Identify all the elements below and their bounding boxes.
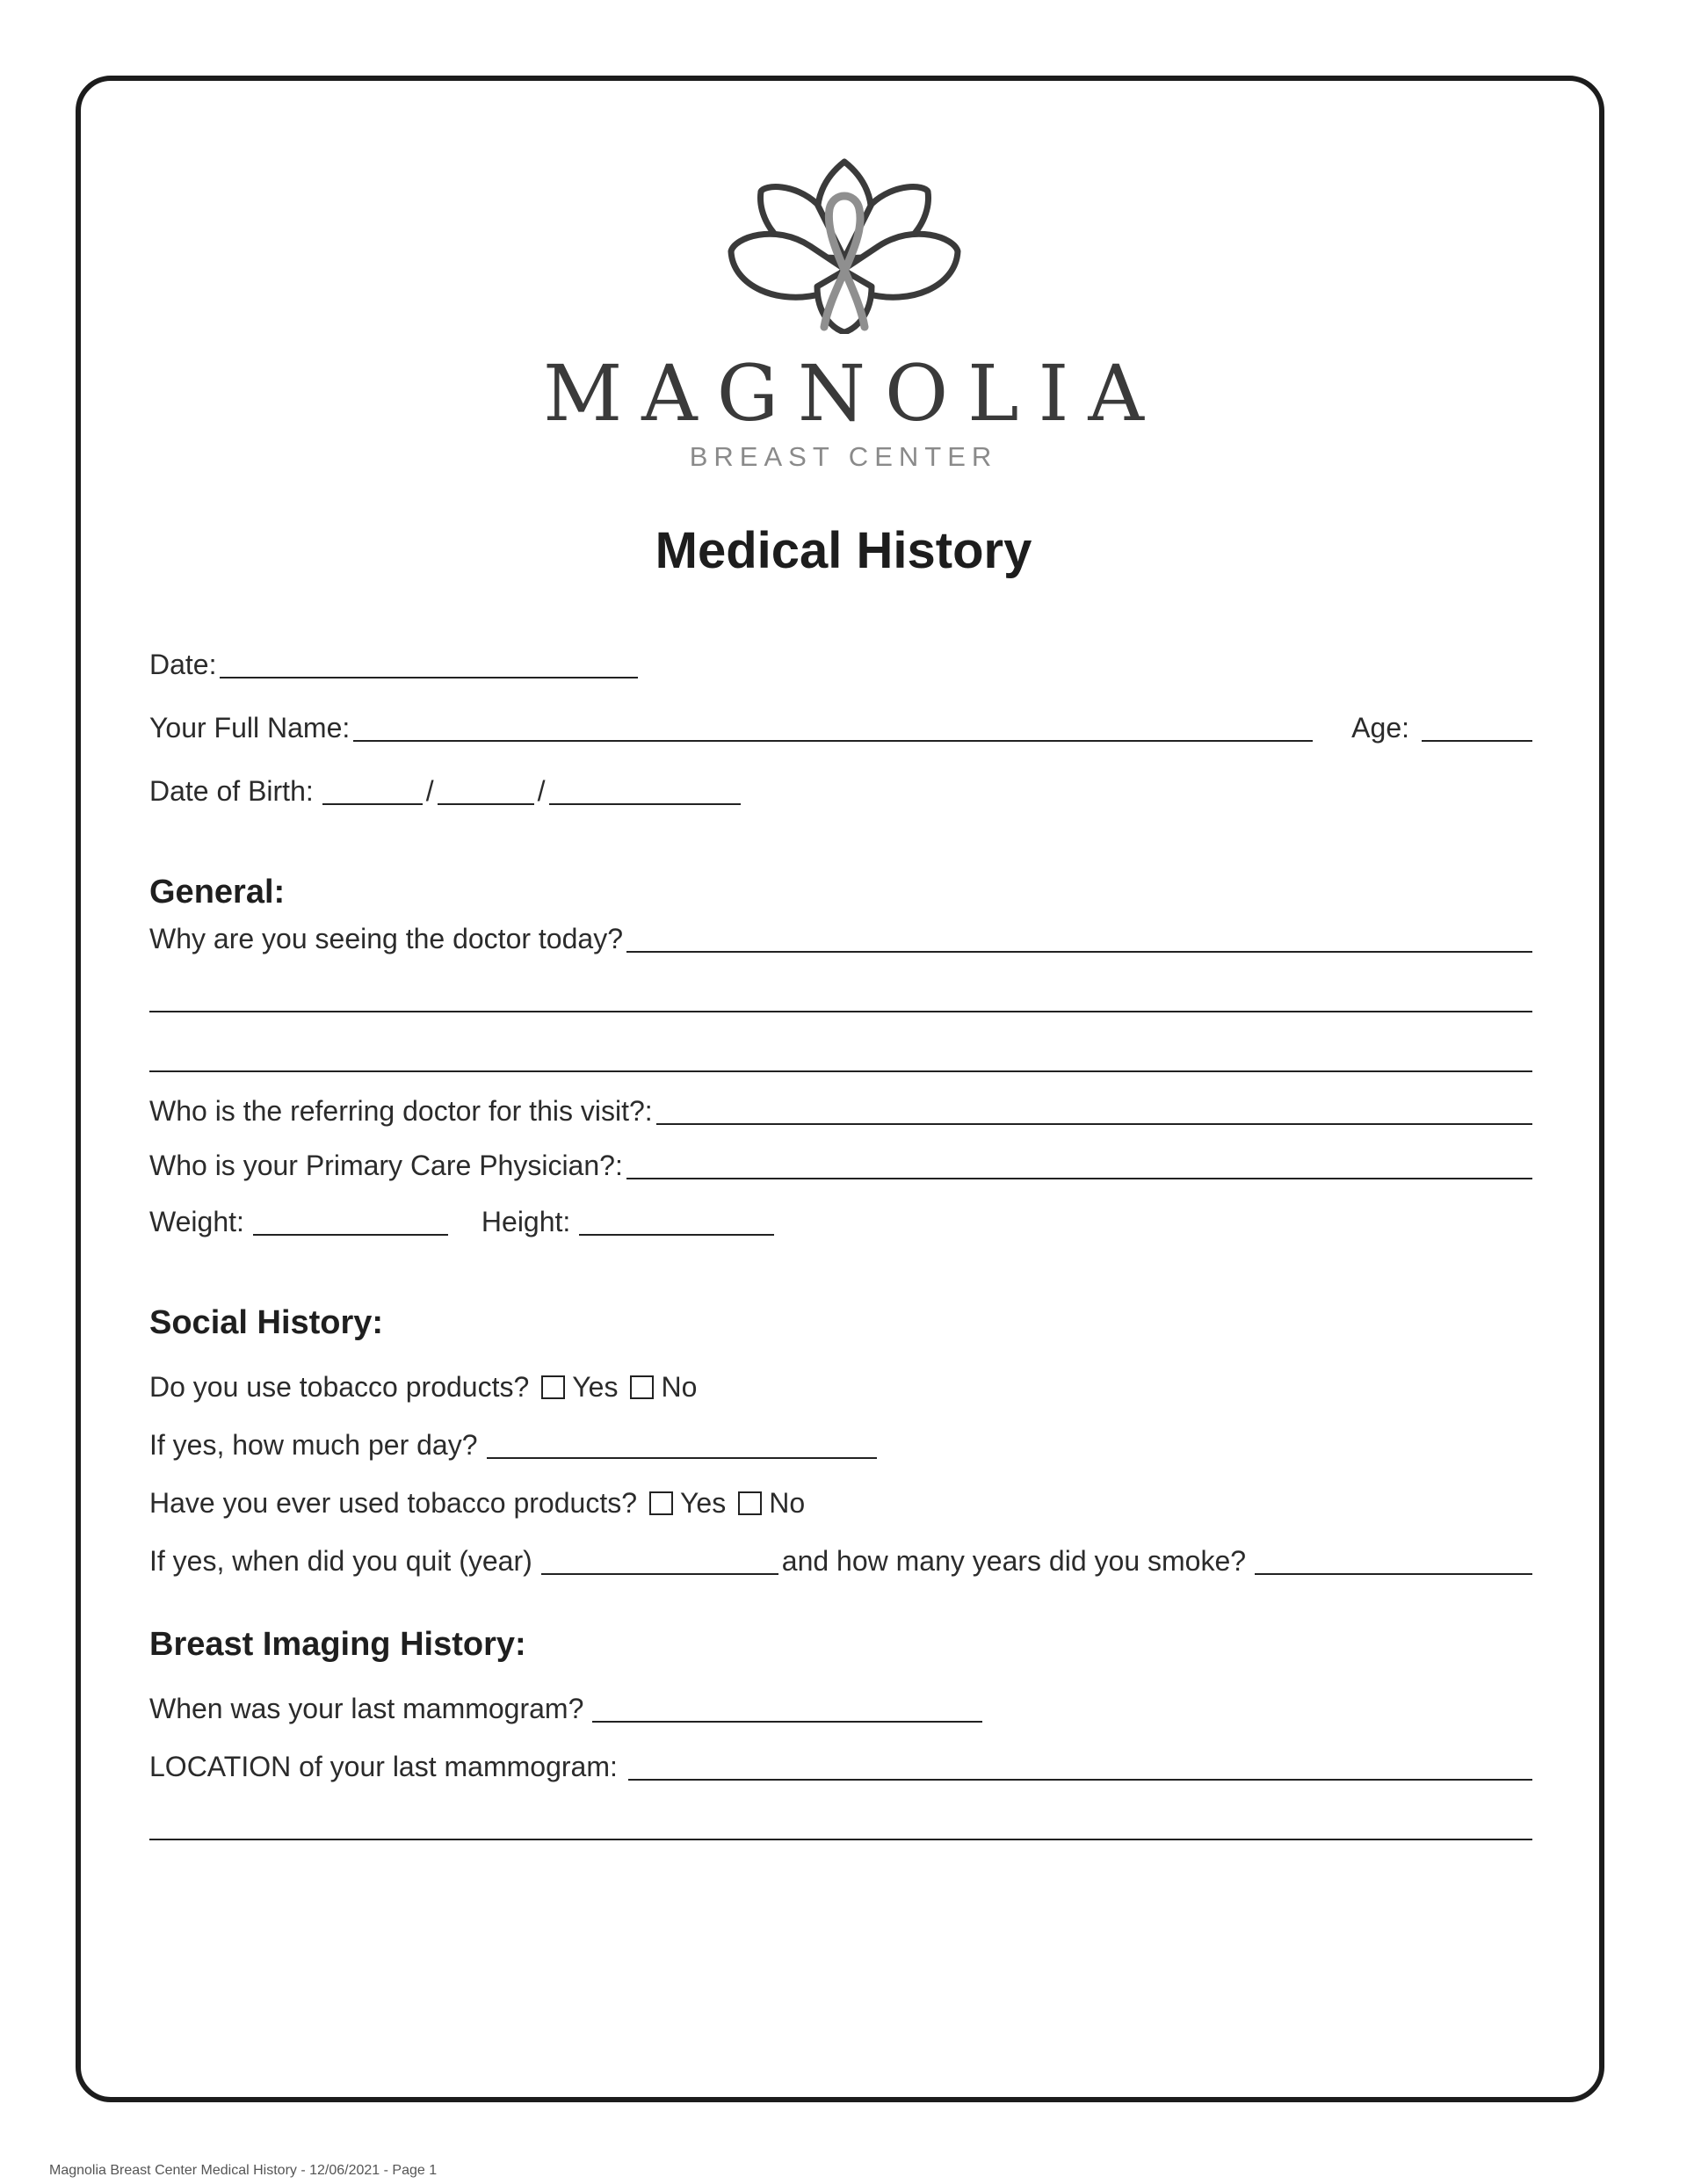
dob-separator: /: [425, 775, 434, 807]
height-field[interactable]: [579, 1208, 774, 1236]
per-day-label: If yes, how much per day?: [149, 1429, 478, 1461]
reason-field[interactable]: [626, 925, 1532, 953]
tobacco-ever-label: Have you ever used tobacco products?: [149, 1487, 637, 1519]
general-heading: General:: [149, 874, 286, 911]
last-mammogram-field[interactable]: [592, 1694, 982, 1723]
pcp-row: [149, 1141, 1532, 1179]
magnolia-ribbon-icon: [726, 155, 963, 334]
pcp-field[interactable]: [626, 1151, 1532, 1179]
dob-separator: /: [537, 775, 546, 807]
years-smoked-field[interactable]: [1255, 1547, 1532, 1575]
quit-year-label: If yes, when did you quit (year): [149, 1545, 532, 1577]
age-field[interactable]: [1422, 714, 1532, 742]
tobacco-ever-no-checkbox[interactable]: [738, 1491, 762, 1515]
reason-label: Why are you seeing the doctor today?: [149, 923, 623, 954]
dob-day-field[interactable]: [438, 777, 534, 805]
dob-label: Date of Birth:: [149, 775, 314, 807]
full-name-field[interactable]: [353, 714, 1313, 742]
brand-name: MAGNOLIA: [543, 348, 1163, 439]
page-title: Medical History: [655, 522, 1032, 579]
tobacco-now-label: Do you use tobacco products?: [149, 1371, 530, 1403]
reason-row: [149, 914, 1532, 953]
reason-row-3: [149, 1034, 1532, 1072]
referring-doctor-field[interactable]: [656, 1097, 1532, 1125]
referring-doctor-label: Who is the referring doctor for this visit?:: [149, 1095, 653, 1127]
location-field-line-2[interactable]: [149, 1812, 1532, 1840]
years-smoked-label: and how many years did you smoke?: [781, 1545, 1247, 1577]
reason-field-line-2[interactable]: [149, 984, 1532, 1012]
weight-label: Weight:: [149, 1206, 244, 1237]
quit-year-field[interactable]: [541, 1547, 778, 1575]
height-label: Height:: [481, 1206, 571, 1237]
date-label: Date:: [149, 649, 217, 680]
reason-row-2: [149, 974, 1532, 1012]
weight-field[interactable]: [253, 1208, 448, 1236]
pcp-label: Who is your Primary Care Physician?:: [149, 1150, 623, 1181]
dob-month-field[interactable]: [322, 777, 423, 805]
last-mammogram-row: [149, 1684, 986, 1723]
age-label: Age:: [1351, 712, 1409, 744]
name-row: [149, 703, 1532, 742]
date-row: [149, 640, 641, 678]
quit-row: [149, 1536, 1532, 1575]
location-label: LOCATION of your last mammogram:: [149, 1751, 618, 1782]
weight-height-row: [149, 1197, 778, 1236]
tobacco-now-no-checkbox[interactable]: [630, 1375, 654, 1399]
location-row: [149, 1742, 1532, 1781]
social-history-heading: Social History:: [149, 1304, 384, 1341]
dob-row: [149, 766, 744, 805]
no-label: No: [661, 1371, 698, 1403]
page-footer: Magnolia Breast Center Medical History - 12/06/2021 - Page 1: [49, 2163, 438, 2178]
location-field[interactable]: [628, 1752, 1532, 1781]
per-day-field[interactable]: [487, 1431, 877, 1459]
tobacco-ever-row: [149, 1478, 805, 1517]
yes-label: Yes: [572, 1371, 619, 1403]
dob-year-field[interactable]: [549, 777, 741, 805]
no-label: No: [769, 1487, 806, 1519]
brand-tagline: BREAST CENTER: [689, 441, 998, 472]
tobacco-now-yes-checkbox[interactable]: [541, 1375, 565, 1399]
last-mammogram-label: When was your last mammogram?: [149, 1693, 584, 1724]
reason-field-line-3[interactable]: [149, 1044, 1532, 1072]
tobacco-ever-yes-checkbox[interactable]: [649, 1491, 673, 1515]
date-field[interactable]: [220, 650, 638, 678]
tobacco-now-row: [149, 1362, 697, 1401]
full-name-label: Your Full Name:: [149, 712, 351, 744]
per-day-row: [149, 1420, 880, 1459]
breast-imaging-heading: Breast Imaging History:: [149, 1626, 526, 1663]
location-row-2: [149, 1802, 1532, 1840]
referring-row: [149, 1086, 1532, 1125]
yes-label: Yes: [680, 1487, 727, 1519]
